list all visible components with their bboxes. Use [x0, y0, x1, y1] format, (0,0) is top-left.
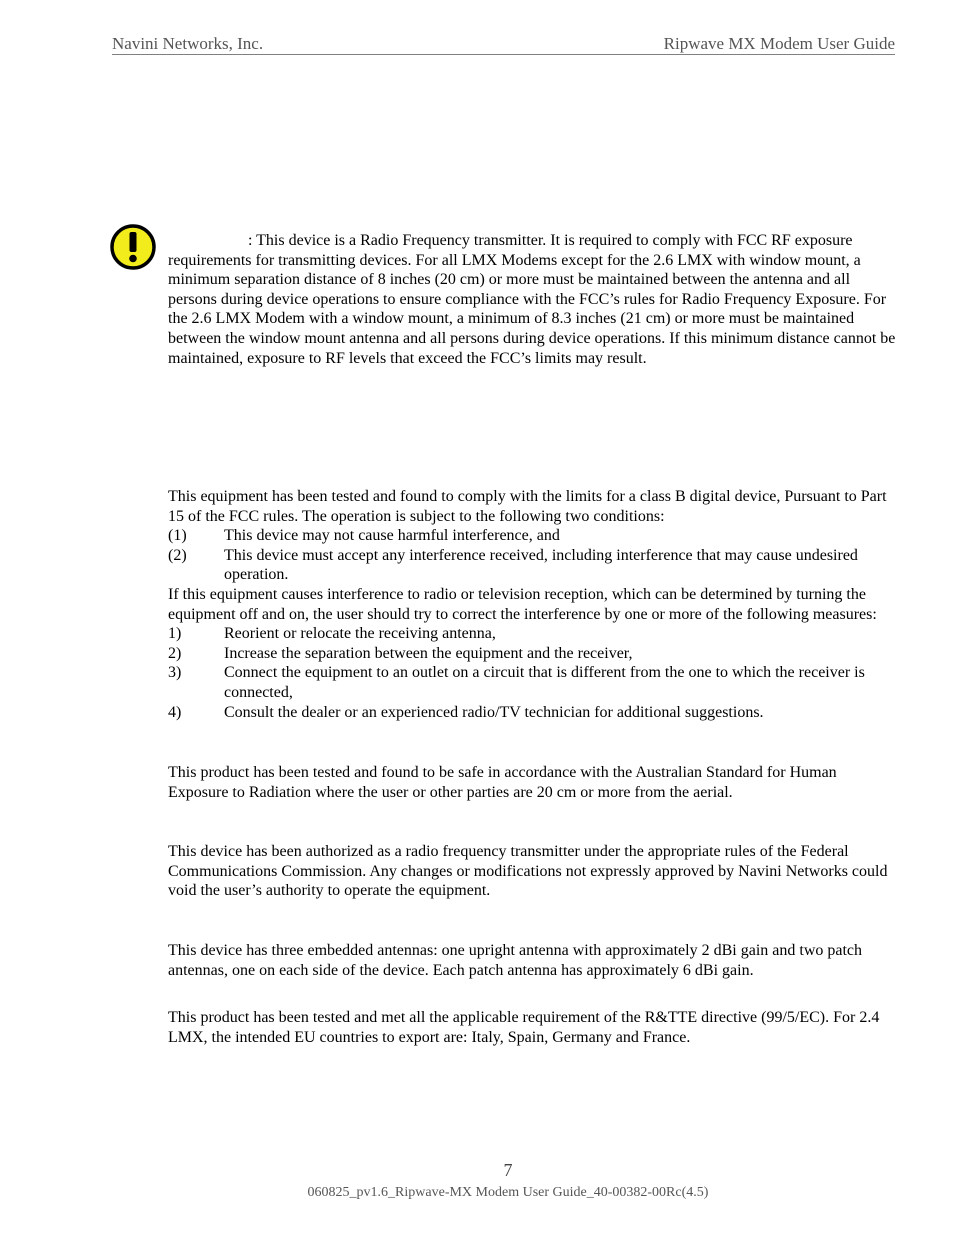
fcc-section — [168, 487, 900, 722]
fcc-intro: This equipment has been tested and found to comply with the limits for a class B digital device, Pursuant to Part 15 of the FCC rules. The operation is subject to the following two conditions: — [168, 488, 887, 525]
fcc-condition: (2) This device must accept any interference received, including interference that may cause undesired operation. — [168, 546, 858, 584]
footer-doc-id: 060825_pv1.6_Ripwave-MX Modem User Guide_40-00382-00Rc(4.5) — [307, 1185, 709, 1200]
fcc-measure: 1) Reorient or relocate the receiving antenna, — [168, 625, 496, 643]
antenna-text: This device has three embedded antennas: one upright antenna with approximately 2 dBi gain and two patch antennas, one on each side of the device. Each patch antenna has approximately 6 dBi gain. — [168, 942, 863, 979]
fcc-measure: 4) Consult the dealer or an experienced radio/TV technician for additional suggestions. — [168, 703, 764, 721]
header-guide-title: Ripwave MX Modem User Guide — [663, 34, 895, 53]
fcc-condition: (1) This device may not cause harmful interference, and — [168, 527, 560, 545]
header-company: Navini Networks, Inc. — [112, 34, 264, 53]
fcc-measures-intro: If this equipment causes interference to radio or television reception, which can be determined by turning the equipment off and on, the user should try to correct the interference by one or more of the following measures: — [168, 585, 877, 623]
australia-text: This product has been tested and found to be safe in accordance with the Australian Standard for Human Exposure to Radiation where the user or other parties are 20 cm or more from the aerial. — [168, 764, 837, 801]
warning-exclamation-icon — [108, 222, 158, 272]
fcc-measure: 2) Increase the separation between the equipment and the receiver, — [168, 644, 633, 662]
fcc-measure: 3) Connect the equipment to an outlet on a circuit that is different from the one to which the receiver is connected, — [168, 664, 865, 701]
rf-warning-text: : This device is a Radio Frequency transmitter. It is required to comply with FCC RF exposure requirements for transmitting devices. For all LMX Modems except for the 2.6 LMX with window mount, a minimum separation distance of 8 inches (20 cm) or more must be maintained between the antenna and all persons during device operations to ensure compliance with the FCC’s rules for Radio Frequency Exposure. For the 2.6 LMX Modem with a window mount, a minimum of 8.3 inches (21 cm) or more must be maintained between the window mount antenna and all persons during device operations. If this minimum distance cannot be maintained, exposure to RF levels that exceed the FCC’s limits may result. — [168, 232, 896, 367]
page-number: 7 — [503, 1160, 513, 1180]
authorization-text: This device has been authorized as a radio frequency transmitter under the appropriate rules of the Federal Communications Commission. Any changes or modifications not expressly approved by Navini Networks could void the user’s authority to operate the equipment. — [168, 843, 888, 900]
rtte-text: This product has been tested and met all the applicable requirement of the R&TTE directive (99/5/EC). For 2.4 LMX, the intended EU countries to export are: Italy, Spain, Germany and France. — [168, 1009, 880, 1046]
page-header — [112, 34, 895, 55]
